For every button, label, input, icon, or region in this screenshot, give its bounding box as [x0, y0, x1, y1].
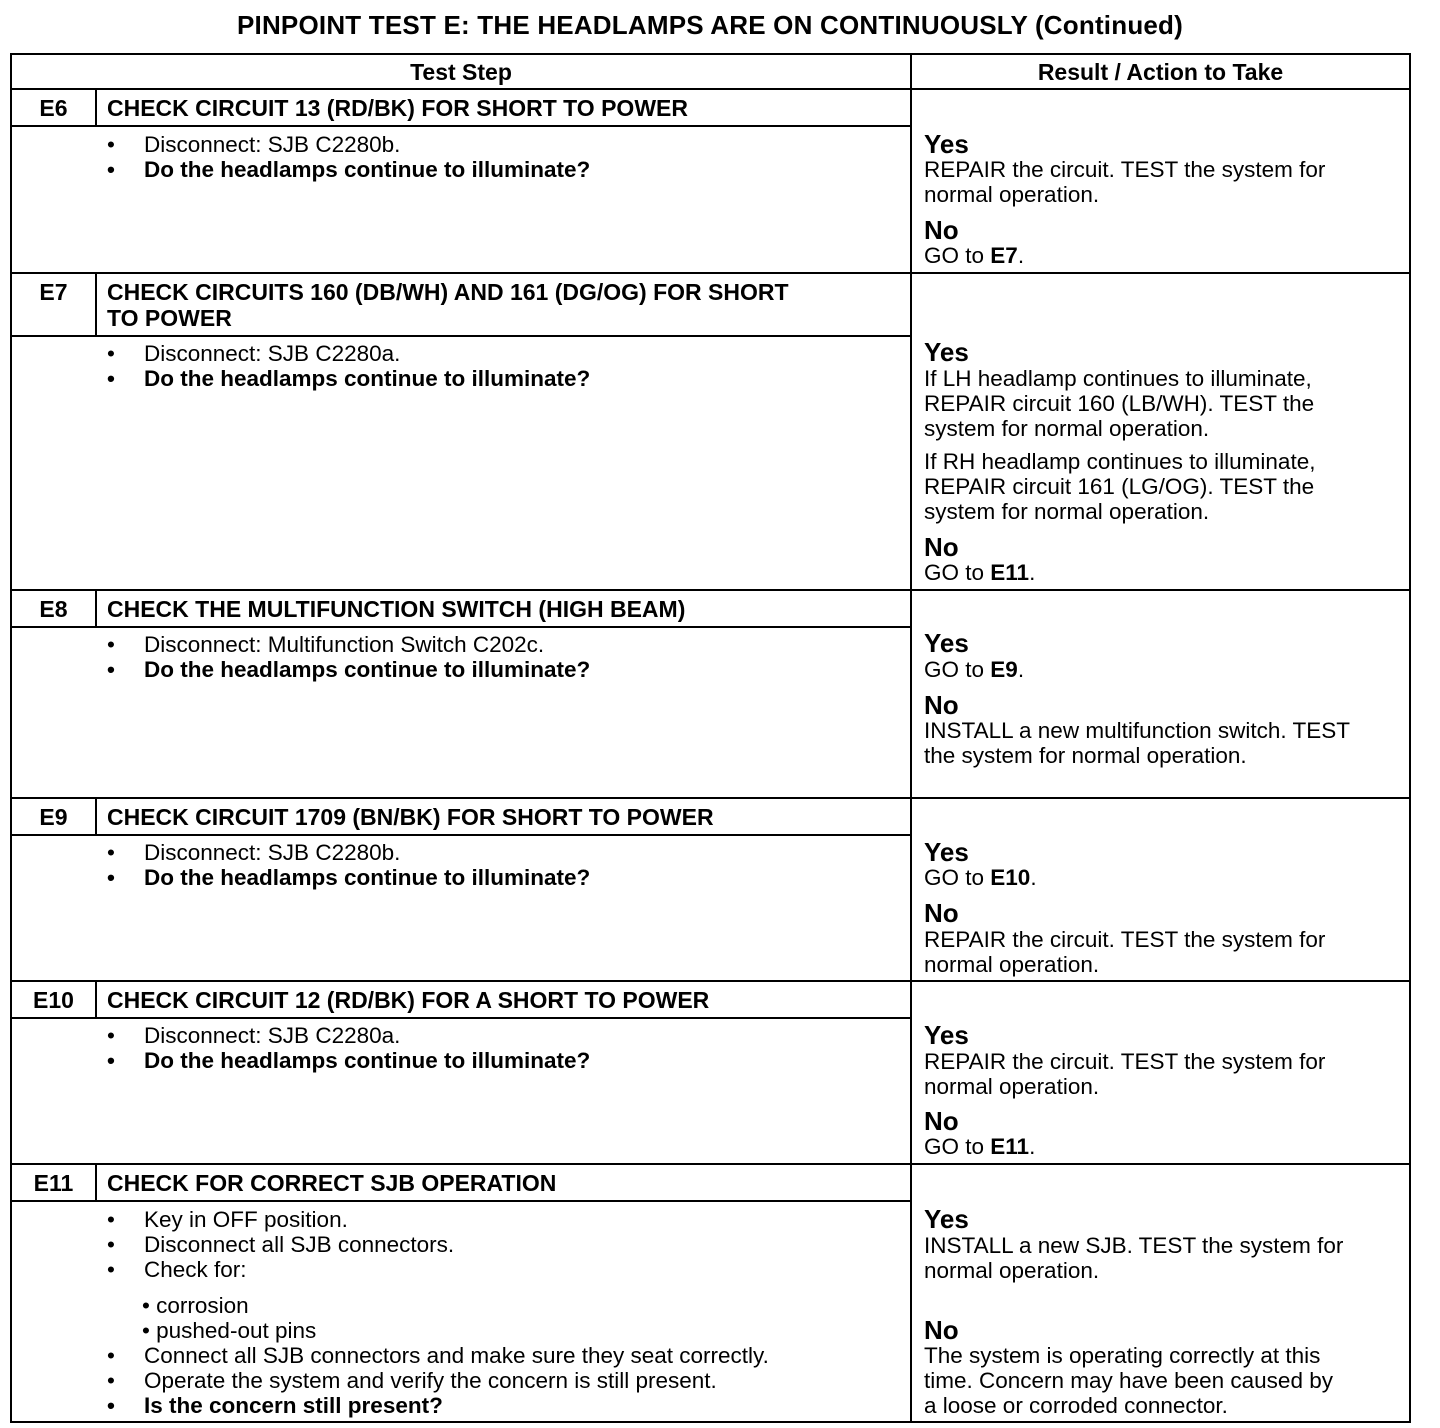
pinpoint-test-table — [10, 53, 1411, 1423]
no-label: No — [924, 1106, 959, 1136]
yes-label: Yes — [924, 129, 969, 159]
step-divider — [12, 1163, 1409, 1165]
step-title-divider — [12, 335, 910, 337]
bullet: • Disconnect: SJB C2280a. — [107, 1023, 401, 1048]
bullet: • Disconnect: Multifunction Switch C202c. — [107, 632, 545, 657]
step-divider — [12, 272, 1409, 274]
yes-label: Yes — [924, 837, 969, 867]
yes-action: REPAIR the circuit. TEST the system for normal operation. — [924, 1049, 1326, 1099]
bullet: • Disconnect: SJB C2280b. — [107, 132, 401, 157]
step-title: CHECK THE MULTIFUNCTION SWITCH (HIGH BEAM) — [107, 596, 686, 622]
goto-link[interactable]: E9 — [990, 657, 1018, 682]
id-divider — [95, 799, 97, 836]
step-id: E8 — [39, 596, 68, 622]
no-action: GO to E11. — [924, 1134, 1036, 1159]
bullet: • Connect all SJB connectors and make sure they seat correctly. — [107, 1343, 769, 1368]
id-divider — [95, 982, 97, 1019]
step-title-divider — [12, 1017, 910, 1019]
no-action: INSTALL a new multifunction switch. TEST the system for normal operation. — [924, 718, 1350, 768]
bullet-question: • Is the concern still present? — [107, 1393, 443, 1418]
step-id: E7 — [39, 279, 68, 305]
yes-label: Yes — [924, 1020, 969, 1050]
step-id: E9 — [39, 804, 68, 830]
no-action: The system is operating correctly at this time. Concern may have been caused by a loose or corroded connector. — [924, 1343, 1333, 1418]
id-divider — [95, 591, 97, 628]
goto-link[interactable]: E11 — [990, 1134, 1030, 1159]
step-id: E10 — [33, 987, 74, 1013]
yes-label: Yes — [924, 1204, 969, 1234]
bullet: • Disconnect all SJB connectors. — [107, 1232, 455, 1257]
no-action: GO to E7. — [924, 243, 1025, 268]
yes-label: Yes — [924, 628, 969, 658]
goto-link[interactable]: E7 — [990, 243, 1018, 268]
step-divider — [12, 980, 1409, 982]
id-divider — [95, 90, 97, 127]
bullet: • Disconnect: SJB C2280a. — [107, 341, 401, 366]
step-title: CHECK CIRCUIT 13 (RD/BK) FOR SHORT TO POWER — [107, 95, 688, 121]
bullet: • Key in OFF position. — [107, 1207, 348, 1232]
step-title: CHECK CIRCUIT 12 (RD/BK) FOR A SHORT TO POWER — [107, 987, 710, 1013]
yes-action: GO to E10. — [924, 865, 1037, 890]
yes-label: Yes — [924, 337, 969, 367]
goto-link[interactable]: E10 — [990, 865, 1031, 890]
no-action: REPAIR the circuit. TEST the system for normal operation. — [924, 927, 1326, 977]
header-divider — [12, 88, 1409, 90]
yes-action: REPAIR the circuit. TEST the system for normal operation. — [924, 157, 1326, 207]
step-title-divider — [12, 1200, 910, 1202]
step-id: E6 — [39, 95, 68, 121]
no-action: GO to E11. — [924, 560, 1036, 585]
yes-action: INSTALL a new SJB. TEST the system for normal operation. — [924, 1233, 1344, 1283]
step-divider — [12, 589, 1409, 591]
yes-action-rh: If RH headlamp continues to illuminate, REPAIR circuit 161 (LG/OG). TEST the system for normal operation. — [924, 449, 1316, 524]
step-title-divider — [12, 626, 910, 628]
step-title-divider — [12, 125, 910, 127]
bullet-question: • Do the headlamps continue to illuminate? — [107, 657, 591, 682]
no-label: No — [924, 215, 959, 245]
step-title-divider — [12, 834, 910, 836]
goto-link[interactable]: E11 — [990, 560, 1030, 585]
no-label: No — [924, 532, 959, 562]
bullet: • Check for: — [107, 1257, 247, 1282]
sub-bullet: • corrosion — [142, 1293, 249, 1318]
sub-bullet: • pushed-out pins — [142, 1318, 317, 1343]
page-title: PINPOINT TEST E: THE HEADLAMPS ARE ON CONTINUOUSLY (Continued) — [236, 10, 1183, 40]
bullet: • Operate the system and verify the concern is still present. — [107, 1368, 717, 1393]
header-test-step: Test Step — [410, 59, 512, 85]
column-divider — [910, 55, 912, 1421]
bullet-question: • Do the headlamps continue to illuminate? — [107, 366, 591, 391]
id-divider — [95, 1165, 97, 1202]
step-id: E11 — [33, 1170, 74, 1196]
bullet-question: • Do the headlamps continue to illuminate? — [107, 157, 591, 182]
no-label: No — [924, 898, 959, 928]
no-label: No — [924, 1315, 959, 1345]
yes-action: GO to E9. — [924, 657, 1025, 682]
bullet-question: • Do the headlamps continue to illuminate? — [107, 865, 591, 890]
id-divider — [95, 274, 97, 337]
bullet-question: • Do the headlamps continue to illuminate? — [107, 1048, 591, 1073]
header-result: Result / Action to Take — [1037, 59, 1284, 85]
step-title: CHECK FOR CORRECT SJB OPERATION — [107, 1170, 557, 1196]
step-title: CHECK CIRCUITS 160 (DB/WH) AND 161 (DG/OG) FOR SHORT TO POWER — [107, 279, 789, 331]
step-divider — [12, 797, 1409, 799]
yes-action-lh: If LH headlamp continues to illuminate, REPAIR circuit 160 (LB/WH). TEST the system for normal operation. — [924, 366, 1315, 441]
step-title: CHECK CIRCUIT 1709 (BN/BK) FOR SHORT TO POWER — [107, 804, 714, 830]
no-label: No — [924, 690, 959, 720]
bullet: • Disconnect: SJB C2280b. — [107, 840, 401, 865]
